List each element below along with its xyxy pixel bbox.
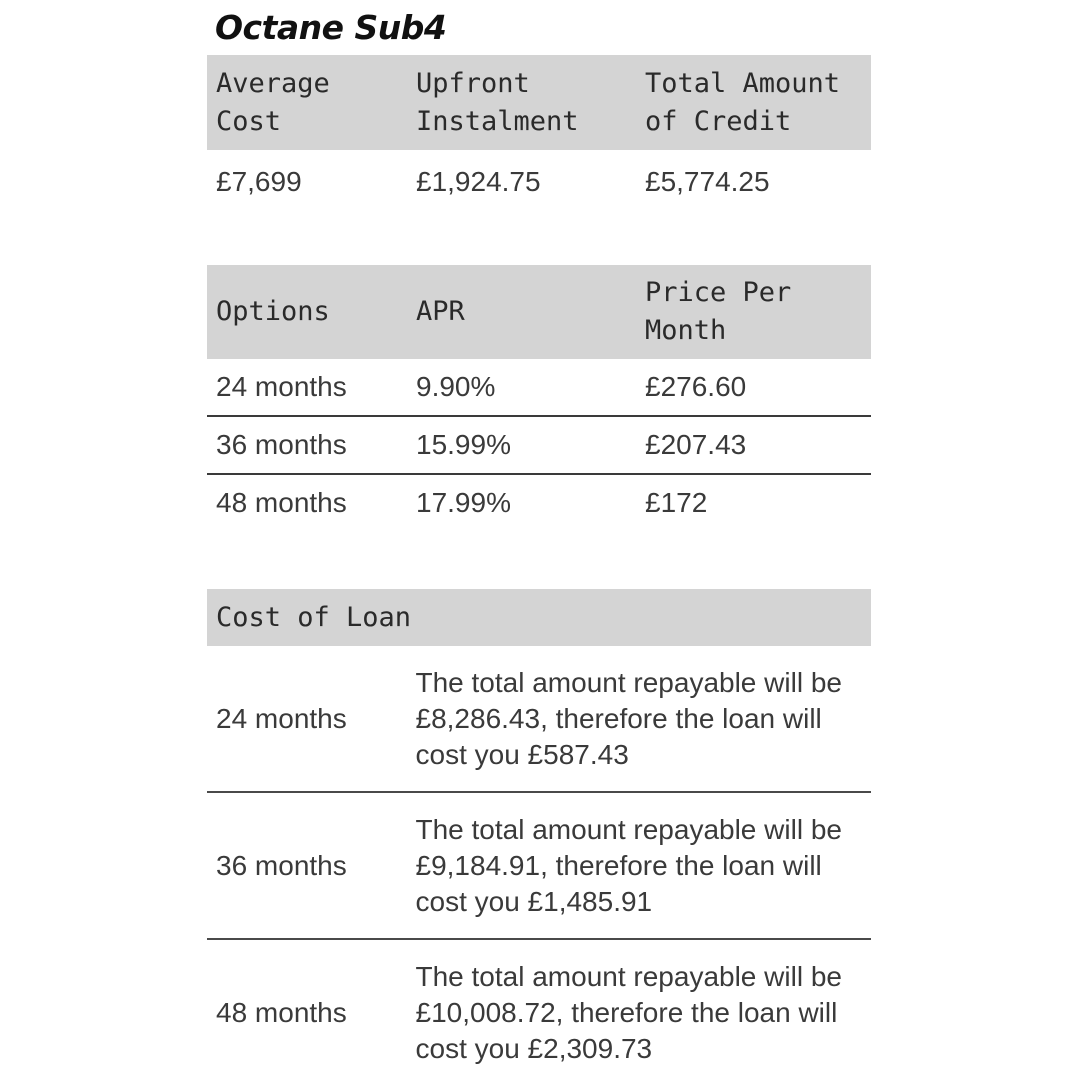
table-row bbox=[207, 792, 871, 939]
header-cost-of-loan: Cost of Loan bbox=[207, 589, 871, 646]
cost-description: The total amount repayable will be £8,286.43, therefore the loan will cost you £587.43 bbox=[405, 646, 871, 792]
average-cost-value: £7,699 bbox=[216, 166, 302, 197]
table-row bbox=[207, 646, 871, 792]
table-row bbox=[207, 359, 871, 416]
option-term: 36 months bbox=[207, 416, 407, 474]
cost-term: 24 months bbox=[207, 646, 405, 792]
header-average-cost: Average Cost bbox=[207, 55, 407, 150]
option-apr: 17.99% bbox=[416, 487, 511, 518]
option-price: £276.60 bbox=[636, 359, 871, 416]
table-row bbox=[207, 939, 871, 1085]
upfront-instalment-value: £1,924.75 bbox=[416, 166, 541, 197]
cost-of-loan-table bbox=[207, 589, 871, 1085]
cost-header-row bbox=[207, 589, 871, 646]
header-price-per-month: Price Per Month bbox=[636, 265, 871, 359]
header-upfront-instalment: Upfront Instalment bbox=[407, 55, 636, 150]
option-price: £172 bbox=[645, 487, 708, 518]
table-row bbox=[207, 416, 871, 474]
option-price: £207.43 bbox=[636, 416, 871, 474]
options-header-row bbox=[207, 265, 871, 359]
summary-row bbox=[207, 150, 871, 214]
summary-table bbox=[207, 55, 871, 214]
header-options: Options bbox=[207, 265, 407, 359]
options-table bbox=[207, 265, 871, 531]
option-apr: 9.90% bbox=[407, 359, 636, 416]
cost-term: 36 months bbox=[207, 792, 405, 939]
table-row bbox=[207, 474, 871, 531]
header-total-credit: Total Amount of Credit bbox=[636, 55, 871, 150]
option-term: 48 months bbox=[216, 487, 347, 518]
header-apr: APR bbox=[407, 265, 636, 359]
cost-description: The total amount repayable will be £9,184.91, therefore the loan will cost you £1,485.91 bbox=[405, 792, 871, 939]
option-apr: 15.99% bbox=[407, 416, 636, 474]
cost-description: The total amount repayable will be £10,008.72, therefore the loan will cost you £2,309.73 bbox=[415, 960, 842, 1064]
cost-term: 48 months bbox=[207, 939, 405, 1085]
total-credit-value: £5,774.25 bbox=[645, 166, 770, 197]
option-term: 24 months bbox=[207, 359, 407, 416]
page-title: Octane Sub4 bbox=[215, 8, 447, 47]
summary-header-row bbox=[207, 55, 871, 150]
